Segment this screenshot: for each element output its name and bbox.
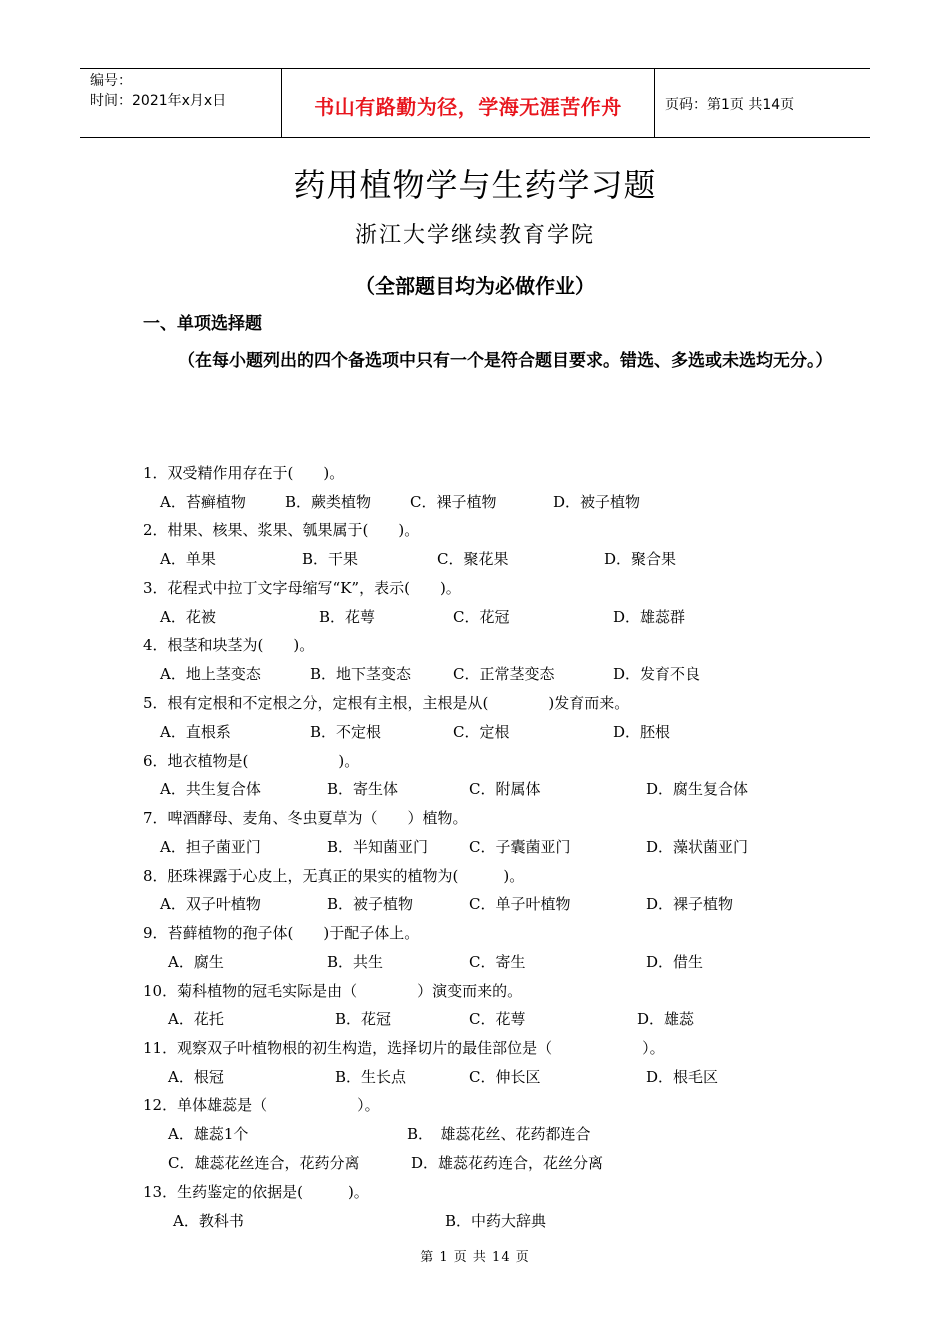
- question-option: B．地下茎变态: [310, 665, 412, 683]
- question-option: D．藻状菌亚门: [646, 838, 749, 856]
- section-heading: 一、单项选择题: [143, 314, 262, 334]
- question-option: A．教科书: [173, 1212, 244, 1230]
- question-option: B．共生: [327, 953, 384, 971]
- question-stem: 13．生药鉴定的依据是( )。: [143, 1183, 369, 1201]
- question-option: D．被子植物: [553, 493, 641, 511]
- question-option: D．聚合果: [604, 550, 677, 568]
- question-option: B． 雄蕊花丝、花药都连合: [407, 1125, 591, 1143]
- question-option: A．共生复合体: [160, 780, 261, 798]
- question-option: C．定根: [453, 723, 510, 741]
- question-option: B．生长点: [335, 1068, 407, 1086]
- section-instruction: （在每小题列出的四个备选项中只有一个是符合题目要求。错选、多选或未选均无分。）: [178, 351, 833, 371]
- question-option: B．花冠: [335, 1010, 392, 1028]
- question-option: B．中药大辞典: [445, 1212, 547, 1230]
- question-option: A．腐生: [168, 953, 224, 971]
- question-option: C．雄蕊花丝连合，花药分离: [168, 1154, 360, 1172]
- question-stem: 10．菊科植物的冠毛实际是由（ ）演变而来的。: [143, 982, 523, 1000]
- question-option: A．直根系: [160, 723, 231, 741]
- question-option: D．借生: [646, 953, 704, 971]
- question-option: A．雄蕊1个: [168, 1125, 249, 1143]
- question-option: B．蕨类植物: [285, 493, 372, 511]
- header-motto: 书山有路勤为径，学海无涯苦作舟: [314, 94, 622, 119]
- question-stem: 2．柑果、核果、浆果、瓠果属于( )。: [143, 521, 420, 539]
- question-option: B．不定根: [310, 723, 382, 741]
- question-option: A．花被: [160, 608, 216, 626]
- question-option: D．裸子植物: [646, 895, 734, 913]
- question-option: C．花冠: [453, 608, 510, 626]
- page-footer: 第 1 页 共 14 页: [420, 1250, 530, 1265]
- question-option: D．雄蕊花药连合，花丝分离: [411, 1154, 604, 1172]
- question-stem: 3．花程式中拉丁文字母缩写“K”，表示( )。: [143, 579, 461, 597]
- question-stem: 7．啤酒酵母、麦角、冬虫夏草为（ ）植物。: [143, 809, 468, 827]
- question-option: D．胚根: [613, 723, 671, 741]
- question-option: A．担子菌亚门: [160, 838, 261, 856]
- question-option: A．单果: [160, 550, 216, 568]
- question-option: A．地上茎变态: [160, 665, 261, 683]
- document-title: 药用植物学与生药学习题: [293, 166, 657, 204]
- question-option: D．雄蕊群: [613, 608, 686, 626]
- question-option: D．雄蕊: [637, 1010, 695, 1028]
- question-stem: 12．单体雄蕊是（ ）。: [143, 1096, 380, 1114]
- question-option: D．根毛区: [646, 1068, 719, 1086]
- question-option: D．发育不良: [613, 665, 701, 683]
- question-stem: 11．观察双子叶植物根的初生构造，选择切片的最佳部位是（ ）。: [143, 1039, 665, 1057]
- question-option: A．花托: [168, 1010, 224, 1028]
- question-option: C．子囊菌亚门: [469, 838, 571, 856]
- question-stem: 4．根茎和块茎为( )。: [143, 636, 315, 654]
- question-option: B．半知菌亚门: [327, 838, 429, 856]
- question-stem: 1．双受精作用存在于( )。: [143, 464, 345, 482]
- question-option: C．正常茎变态: [453, 665, 555, 683]
- question-option: C．单子叶植物: [469, 895, 571, 913]
- question-option: C．寄生: [469, 953, 526, 971]
- header-number: 编号：: [90, 73, 132, 89]
- question-stem: 6．地衣植物是( )。: [143, 752, 360, 770]
- question-stem: 9．苔藓植物的孢子体( )于配子体上。: [143, 924, 420, 942]
- header-page-info: 页码：第1页 共14页: [665, 97, 795, 113]
- question-option: B．被子植物: [327, 895, 414, 913]
- question-option: C．附属体: [469, 780, 541, 798]
- question-option: A．苔癣植物: [160, 493, 246, 511]
- question-option: A．双子叶植物: [160, 895, 261, 913]
- question-option: B．寄生体: [327, 780, 399, 798]
- question-option: B．花萼: [319, 608, 376, 626]
- document-note: （全部题目均为必做作业）: [355, 274, 595, 298]
- question-option: C．聚花果: [437, 550, 509, 568]
- question-stem: 5．根有定根和不定根之分，定根有主根，主根是从( )发育而来。: [143, 694, 630, 712]
- question-option: B．干果: [302, 550, 359, 568]
- question-option: A．根冠: [168, 1068, 224, 1086]
- question-option: C．花萼: [469, 1010, 526, 1028]
- question-option: C．伸长区: [469, 1068, 541, 1086]
- question-option: C．裸子植物: [410, 493, 497, 511]
- header-time: 时间：2021年x月x日: [90, 93, 227, 109]
- document-subtitle: 浙江大学继续教育学院: [354, 223, 595, 248]
- question-stem: 8．胚珠裸露于心皮上，无真正的果实的植物为( )。: [143, 867, 525, 885]
- question-option: D．腐生复合体: [646, 780, 749, 798]
